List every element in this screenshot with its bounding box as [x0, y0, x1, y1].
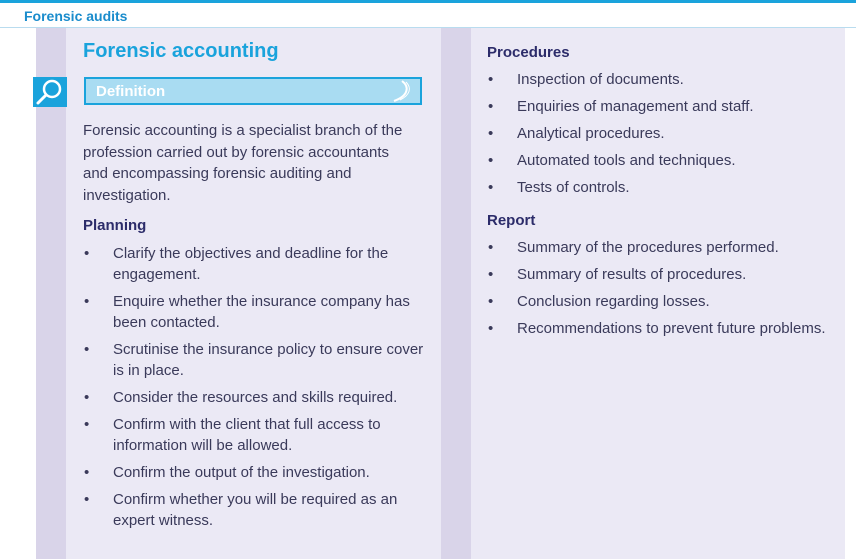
list-item: • Automated tools and techniques. — [487, 150, 837, 171]
middle-gutter-band — [441, 28, 471, 559]
report-heading: Report — [487, 212, 536, 229]
list-item: • Confirm the output of the investigation. — [83, 462, 433, 483]
report-list — [487, 237, 832, 345]
list-item: • Recommendations to prevent future problems. — [487, 318, 832, 339]
list-item: • Analytical procedures. — [487, 123, 837, 144]
list-item: • Consider the resources and skills required. — [83, 387, 433, 408]
list-item: • Tests of controls. — [487, 177, 837, 198]
list-item: • Enquire whether the insurance company has been contacted. — [83, 291, 433, 333]
header-bar — [0, 0, 856, 28]
definition-label: Definition — [96, 83, 166, 100]
list-item: • Summary of the procedures performed. — [487, 237, 832, 258]
definition-text: Forensic accounting is a specialist branch of the profession carried out by forensic accountants and encompassing forensic auditing and investigation. — [83, 122, 403, 204]
left-margin-band — [36, 28, 66, 559]
list-item: • Enquiries of management and staff. — [487, 96, 837, 117]
list-item: • Scrutinise the insurance policy to ensure cover is in place. — [83, 339, 433, 381]
definition-banner — [84, 77, 422, 105]
planning-list — [83, 243, 433, 537]
magnifier-icon — [33, 77, 67, 107]
list-item: • Conclusion regarding losses. — [487, 291, 832, 312]
list-item: • Confirm with the client that full access to information will be allowed. — [83, 414, 433, 456]
list-item: • Inspection of documents. — [487, 69, 837, 90]
planning-heading: Planning — [83, 217, 147, 234]
swoosh-decoration-icon — [388, 80, 412, 102]
list-item: • Clarify the objectives and deadline for the engagement. — [83, 243, 433, 285]
procedures-list — [487, 69, 837, 204]
header-title: Forensic audits — [24, 8, 128, 24]
page-title: Forensic accounting — [83, 40, 279, 62]
procedures-heading: Procedures — [487, 44, 570, 61]
list-item: • Summary of results of procedures. — [487, 264, 832, 285]
list-item: • Confirm whether you will be required as an expert witness. — [83, 489, 433, 531]
